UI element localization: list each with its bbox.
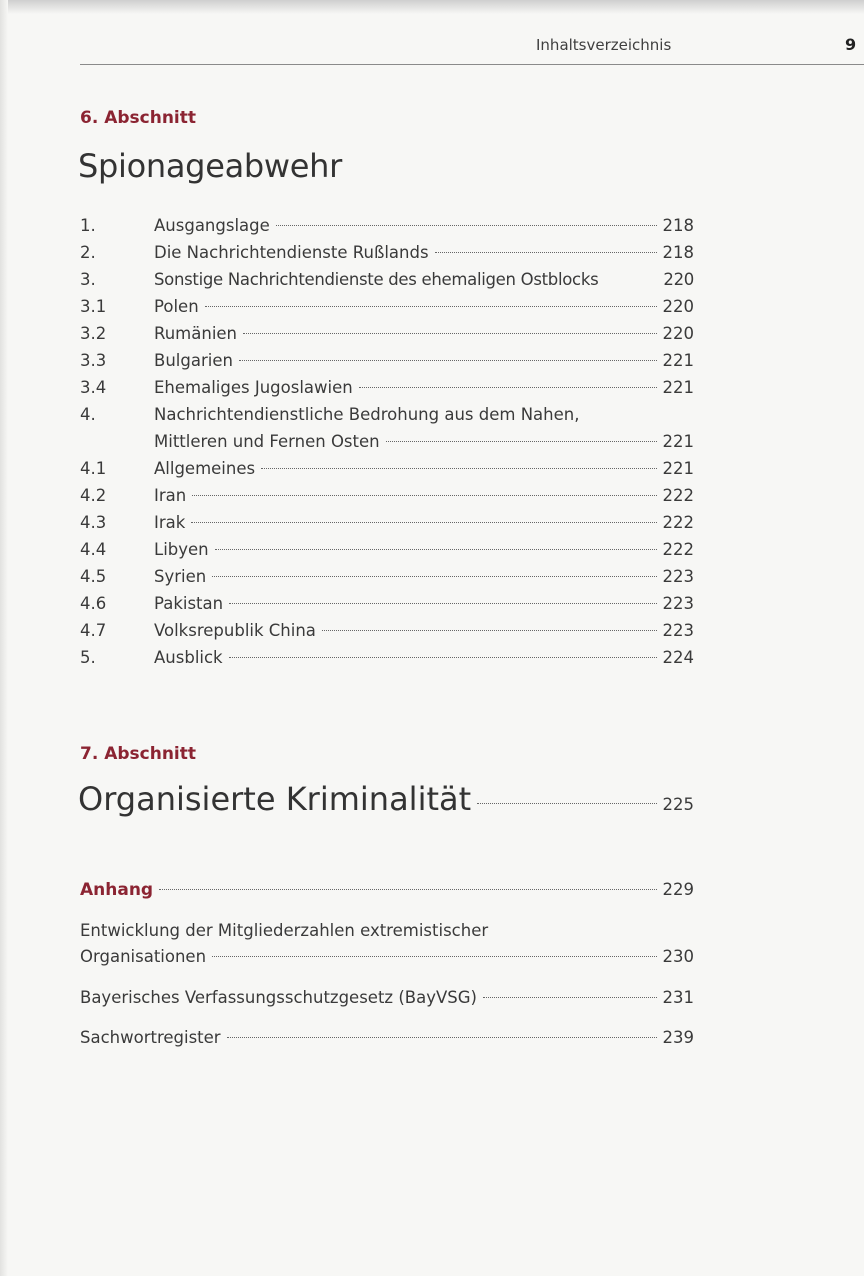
toc-entry-title: Pakistan bbox=[154, 594, 224, 613]
toc-entry-page: 223 bbox=[662, 567, 694, 586]
toc-entry-page: 220 bbox=[662, 324, 694, 343]
toc-entry-title: Iran bbox=[154, 486, 187, 505]
page-number: 9 bbox=[845, 35, 857, 54]
toc-entry-title: Die Nachrichtendienste Rußlands bbox=[154, 243, 429, 262]
toc-entry-number: 4.3 bbox=[80, 513, 107, 532]
leader-dots bbox=[276, 225, 657, 226]
leader-dots bbox=[205, 306, 657, 307]
toc-entry[interactable] bbox=[80, 590, 694, 617]
toc-entry-page: 218 bbox=[662, 216, 694, 235]
toc-entry[interactable] bbox=[80, 536, 694, 563]
section-7-entry[interactable] bbox=[78, 780, 694, 818]
leader-dots bbox=[159, 889, 656, 890]
toc-entry-page: 224 bbox=[662, 648, 694, 667]
leader-dots bbox=[191, 522, 656, 523]
toc-entry[interactable] bbox=[80, 212, 694, 239]
toc-entry-number: 4.6 bbox=[80, 594, 107, 613]
toc-entry-number: 4.7 bbox=[80, 621, 107, 640]
toc-entry-page: 221 bbox=[662, 432, 694, 451]
section-7-page: 225 bbox=[662, 795, 694, 814]
section-7-label: 7. Abschnitt bbox=[80, 744, 197, 764]
toc-entry-title: Bulgarien bbox=[154, 351, 233, 370]
toc-entry-page: 222 bbox=[662, 513, 694, 532]
toc-entry-title: Rumänien bbox=[154, 324, 238, 343]
toc-entry-number: 3.4 bbox=[80, 378, 107, 397]
toc-entry-page: 222 bbox=[662, 486, 694, 505]
section-6-label: 6. Abschnitt bbox=[80, 108, 197, 128]
toc-entry[interactable] bbox=[80, 644, 694, 671]
appendix-item-page: 230 bbox=[662, 947, 694, 966]
toc-entry[interactable] bbox=[80, 482, 694, 509]
toc-entry-number: 4.2 bbox=[80, 486, 107, 505]
appendix-item-title: Bayerisches Verfassungsschutzgesetz (BayVSG) bbox=[80, 988, 477, 1007]
toc-entry-page: 223 bbox=[662, 621, 694, 640]
toc-entry[interactable] bbox=[80, 509, 694, 536]
leader-dots bbox=[261, 468, 656, 469]
toc-entry-title: Nachrichtendienstliche Bedrohung aus dem Nahen, bbox=[154, 405, 580, 424]
leader-dots bbox=[359, 387, 657, 388]
toc-entry-number: 1. bbox=[80, 216, 96, 235]
appendix-item[interactable] bbox=[80, 985, 694, 1011]
toc-entry[interactable] bbox=[80, 455, 694, 482]
toc-entry-title: Syrien bbox=[154, 567, 207, 586]
appendix-page: 229 bbox=[662, 880, 694, 899]
leader-dots bbox=[212, 956, 656, 957]
toc-entry-title: Sonstige Nachrichtendienste des ehemaligen Ostblocks bbox=[154, 270, 599, 289]
appendix-item-page: 231 bbox=[662, 988, 694, 1007]
toc-entry-page: 221 bbox=[662, 459, 694, 478]
appendix-item-title-line2: Organisationen bbox=[80, 947, 207, 966]
toc-entry[interactable] bbox=[80, 374, 694, 401]
toc-entry-page: 220 bbox=[662, 297, 694, 316]
toc-entry-continuation[interactable] bbox=[80, 428, 694, 455]
toc-entry[interactable] bbox=[80, 320, 694, 347]
appendix-item-title: Sachwortregister bbox=[80, 1028, 221, 1047]
toc-entry-title: Ausblick bbox=[154, 648, 223, 667]
leader-dots bbox=[243, 333, 656, 334]
toc-entry-number: 4.1 bbox=[80, 459, 107, 478]
section-6-title: Spionageabwehr bbox=[78, 147, 343, 185]
toc-entry[interactable] bbox=[80, 617, 694, 644]
toc-entry-number: 5. bbox=[80, 648, 96, 667]
toc-entry[interactable] bbox=[80, 293, 694, 320]
leader-dots bbox=[477, 803, 656, 804]
toc-entry-number: 3.2 bbox=[80, 324, 107, 343]
toc-entry-number: 3.3 bbox=[80, 351, 107, 370]
toc-entry-number: 4.4 bbox=[80, 540, 107, 559]
toc-entry-page: 220 bbox=[663, 270, 694, 289]
appendix-item-line1[interactable]: Entwicklung der Mitgliederzahlen extremistischer bbox=[80, 921, 489, 940]
appendix-entry[interactable] bbox=[80, 877, 694, 903]
leader-dots bbox=[215, 549, 657, 550]
toc-entry[interactable] bbox=[80, 563, 694, 590]
section-7-title: Organisierte Kriminalität bbox=[78, 780, 472, 818]
leader-dots bbox=[192, 495, 656, 496]
toc-entry-page: 222 bbox=[662, 540, 694, 559]
appendix-label: Anhang bbox=[80, 880, 154, 900]
toc-entry-number: 3. bbox=[80, 270, 96, 289]
toc-entry-title: Ehemaliges Jugoslawien bbox=[154, 378, 353, 397]
toc-entry-page: 221 bbox=[662, 351, 694, 370]
toc-entry-title: Libyen bbox=[154, 540, 209, 559]
page-top-shadow bbox=[0, 0, 864, 14]
leader-dots bbox=[229, 603, 656, 604]
appendix-item[interactable] bbox=[80, 1025, 694, 1051]
toc-entry-title: Allgemeines bbox=[154, 459, 256, 478]
toc-entry[interactable] bbox=[80, 347, 694, 374]
toc-entry-number: 3.1 bbox=[80, 297, 107, 316]
page-left-shadow bbox=[0, 0, 8, 1276]
appendix-item-page: 239 bbox=[662, 1028, 694, 1047]
leader-dots bbox=[435, 252, 657, 253]
toc-entry-title: Irak bbox=[154, 513, 186, 532]
toc-entry-page: 223 bbox=[662, 594, 694, 613]
toc-entry-title: Ausgangslage bbox=[154, 216, 270, 235]
toc-entry[interactable] bbox=[80, 239, 694, 266]
toc-entry-number: 4. bbox=[80, 405, 96, 424]
toc-entry-page: 221 bbox=[662, 378, 694, 397]
leader-dots bbox=[239, 360, 657, 361]
toc-entry-number: 4.5 bbox=[80, 567, 107, 586]
toc-entry[interactable] bbox=[80, 401, 694, 428]
toc-entry-number: 2. bbox=[80, 243, 96, 262]
leader-dots bbox=[386, 441, 657, 442]
appendix-item[interactable] bbox=[80, 944, 694, 970]
leader-dots bbox=[212, 576, 656, 577]
toc-entry-title-line2: Mittleren und Fernen Osten bbox=[154, 432, 380, 451]
toc-entry[interactable] bbox=[80, 266, 694, 293]
running-header-title: Inhaltsverzeichnis bbox=[536, 36, 672, 54]
header-rule bbox=[80, 64, 864, 65]
toc-entry-title: Volksrepublik China bbox=[154, 621, 316, 640]
leader-dots bbox=[227, 1037, 657, 1038]
leader-dots bbox=[483, 997, 657, 998]
leader-dots bbox=[229, 657, 657, 658]
toc-entry-page: 218 bbox=[662, 243, 694, 262]
leader-dots bbox=[322, 630, 657, 631]
toc-entry-title: Polen bbox=[154, 297, 199, 316]
